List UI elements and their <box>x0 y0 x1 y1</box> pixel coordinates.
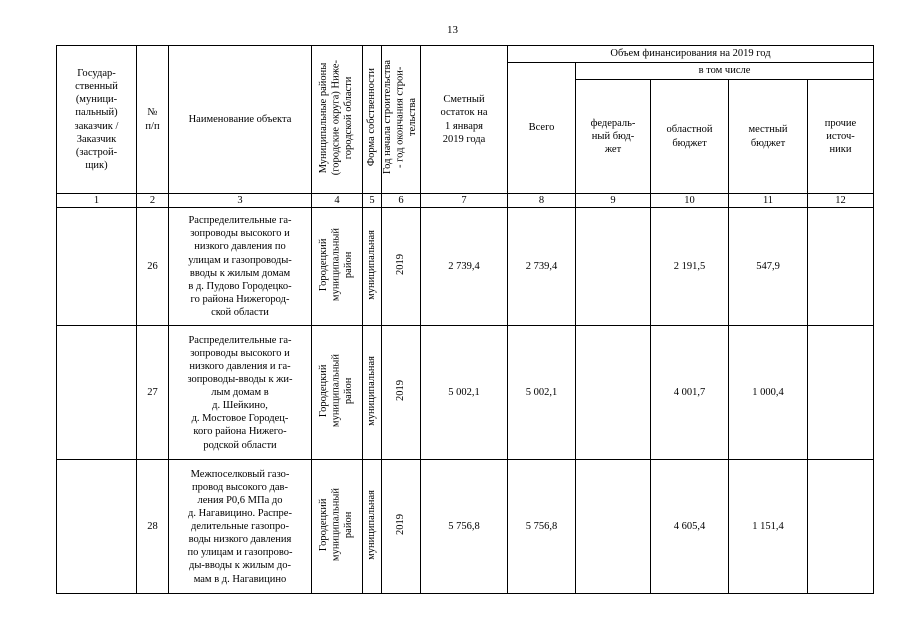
row-district-text: Городецкий муниципальный район <box>318 228 355 302</box>
header-years-text: Год начала строительства - год окончания строи- тельства <box>382 60 419 175</box>
row-customer <box>57 208 137 326</box>
column-number: 3 <box>169 194 312 208</box>
row-ownership <box>363 208 382 326</box>
row-regional: 4 001,7 <box>651 326 729 460</box>
column-number: 9 <box>576 194 651 208</box>
column-number: 1 <box>57 194 137 208</box>
header-object-name: Наименование объекта <box>169 46 312 194</box>
row-total: 2 739,4 <box>508 208 576 326</box>
row-regional: 4 605,4 <box>651 460 729 594</box>
header-including: в том числе <box>576 63 874 80</box>
row-year-text: 2019 <box>394 514 406 536</box>
header-financing: Объем финансирования на 2019 год <box>508 46 874 63</box>
row-balance: 2 739,4 <box>421 208 508 326</box>
row-ownership-text: муниципальная <box>365 489 377 560</box>
column-number: 11 <box>729 194 808 208</box>
row-year <box>382 460 421 594</box>
row-year-text: 2019 <box>394 380 406 402</box>
column-number: 4 <box>312 194 363 208</box>
page-number: 13 <box>447 24 458 36</box>
row-year-text: 2019 <box>394 254 406 276</box>
column-numbers-row <box>57 194 874 208</box>
row-federal <box>576 326 651 460</box>
row-other <box>808 460 874 594</box>
column-number: 12 <box>808 194 874 208</box>
row-local: 1 000,4 <box>729 326 808 460</box>
row-federal <box>576 460 651 594</box>
column-number: 6 <box>382 194 421 208</box>
header-other: прочие источ- ники <box>808 80 874 194</box>
header-customer: Государ- ственный (муници- пальный) заказчик / Заказчик (застрой- щик) <box>57 46 137 194</box>
header-total: Всего <box>508 63 576 194</box>
row-object-name: Распределительные га- зопроводы высокого и низкого давления по улицам и газопроводы- вводы к жилым домам в д. Пудово Городецко- го района Нижегород- ской области <box>169 208 312 326</box>
row-ownership <box>363 460 382 594</box>
row-number: 27 <box>137 326 169 460</box>
row-total: 5 002,1 <box>508 326 576 460</box>
header-ownership <box>363 46 382 194</box>
row-customer <box>57 460 137 594</box>
column-number: 2 <box>137 194 169 208</box>
financing-table <box>56 45 874 594</box>
row-year <box>382 208 421 326</box>
header-local: местный бюджет <box>729 80 808 194</box>
row-object-name: Межпоселковый газо- провод высокого дав- ления Р0,6 МПа до д. Нагавицино. Распре- делительные газопро- воды низкого давления по улицам и газопрово- ды-вводы к жилым до- мам в д. Нагавицино <box>169 460 312 594</box>
row-other <box>808 326 874 460</box>
row-regional: 2 191,5 <box>651 208 729 326</box>
row-district <box>312 208 363 326</box>
column-number: 7 <box>421 194 508 208</box>
header-districts-text: Муниципальные районы (городские округа) Ниже- городской области <box>318 59 355 176</box>
header-no: № п/п <box>137 46 169 194</box>
header-balance: Сметный остаток на 1 января 2019 года <box>421 46 508 194</box>
header-federal: федераль- ный бюд- жет <box>576 80 651 194</box>
row-number: 28 <box>137 460 169 594</box>
row-balance: 5 002,1 <box>421 326 508 460</box>
table-row <box>57 460 874 594</box>
header-districts <box>312 46 363 194</box>
row-district <box>312 326 363 460</box>
row-ownership <box>363 326 382 460</box>
header-regional: областной бюджет <box>651 80 729 194</box>
row-district-text: Городецкий муниципальный район <box>318 354 355 428</box>
row-number: 26 <box>137 208 169 326</box>
row-ownership-text: муниципальная <box>365 355 377 426</box>
column-number: 5 <box>363 194 382 208</box>
row-other <box>808 208 874 326</box>
column-number: 10 <box>651 194 729 208</box>
row-local: 1 151,4 <box>729 460 808 594</box>
table-row <box>57 208 874 326</box>
row-ownership-text: муниципальная <box>365 229 377 300</box>
row-district-text: Городецкий муниципальный район <box>318 488 355 562</box>
column-number: 8 <box>508 194 576 208</box>
table-row <box>57 326 874 460</box>
row-total: 5 756,8 <box>508 460 576 594</box>
row-object-name: Распределительные га- зопроводы высокого и низкого давления и га- зопроводы-вводы к жи- лым домам в д. Шейкино, д. Мостовое Городец- кого района Нижего- родской области <box>169 326 312 460</box>
row-local: 547,9 <box>729 208 808 326</box>
row-balance: 5 756,8 <box>421 460 508 594</box>
row-federal <box>576 208 651 326</box>
header-years <box>382 46 421 194</box>
row-district <box>312 460 363 594</box>
row-customer <box>57 326 137 460</box>
row-year <box>382 326 421 460</box>
header-ownership-text: Форма собственности <box>365 68 377 167</box>
